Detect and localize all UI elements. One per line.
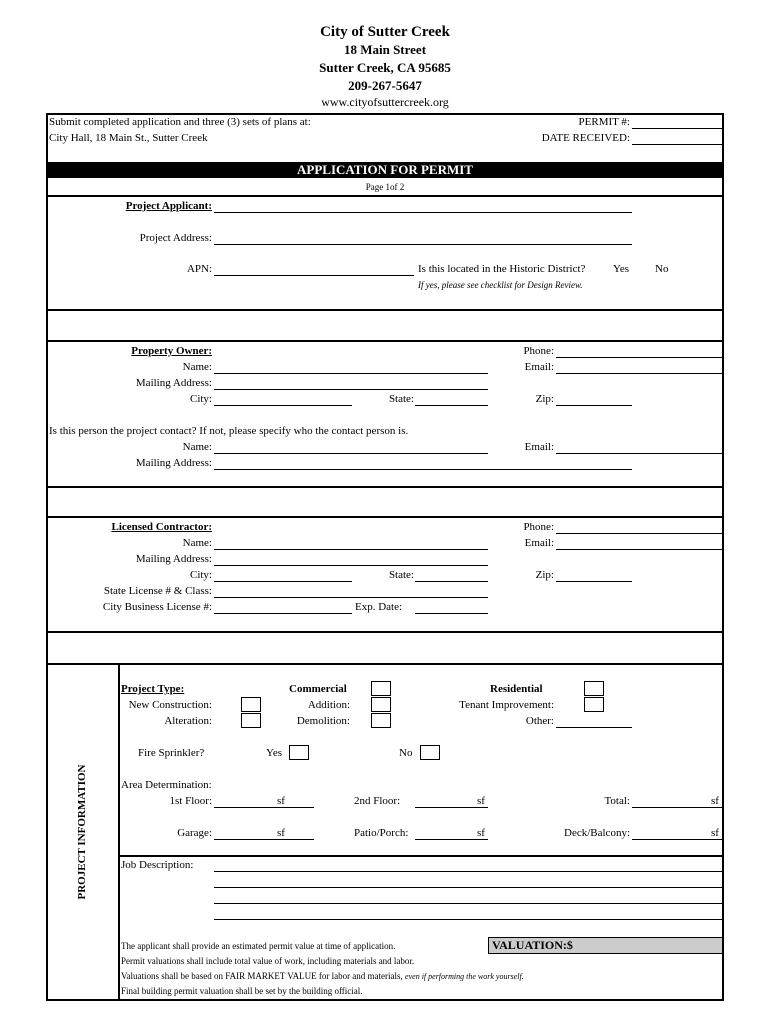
total-unit: sf [711,795,719,807]
exp-date-field[interactable] [415,613,488,614]
owner-email-label: Email: [524,361,554,373]
sprinkler-no-checkbox[interactable] [420,745,440,760]
total-field[interactable] [632,807,722,808]
contractor-mailing-field[interactable] [214,565,488,566]
historic-note: If yes, please see checklist for Design Review. [418,280,583,290]
commercial-heading: Commercial [289,683,347,695]
submit-line-2: City Hall, 18 Main St., Sutter Creek [49,132,208,144]
commercial-checkbox[interactable] [371,681,391,696]
valuation-note-3-italic: even if performing the work yourself. [405,972,524,981]
valuation-note-3-text: Valuations shall be based on FAIR MARKET VALUE for labor and materials, [121,971,403,981]
contact-name-label: Name: [182,441,212,453]
job-description-line-1[interactable] [214,871,722,872]
state-license-field[interactable] [214,597,488,598]
tenant-improvement-label: Tenant Improvement: [459,699,554,711]
contractor-email-field[interactable] [556,549,722,550]
owner-name-label: Name: [182,361,212,373]
contractor-phone-label: Phone: [523,521,554,533]
second-floor-unit: sf [477,795,485,807]
project-info-side-label: PROJECT INFORMATION [76,764,88,900]
contact-mailing-label: Mailing Address: [135,457,212,469]
first-floor-field[interactable] [214,807,314,808]
patio-label: Patio/Porch: [354,827,409,839]
owner-phone-label: Phone: [523,345,554,357]
project-info-divider [118,663,120,1001]
owner-phone-field[interactable] [556,357,722,358]
business-license-label: City Business License #: [102,601,212,613]
owner-state-field[interactable] [415,405,488,406]
contractor-state-label: State: [388,569,414,581]
sprinkler-yes-checkbox[interactable] [289,745,309,760]
valuation-note-1: The applicant shall provide an estimated permit value at time of application. [121,941,396,951]
section-divider [46,486,724,488]
contact-question: Is this person the project contact? If not, please specify who the contact person is. [49,425,409,437]
contractor-email-label: Email: [524,537,554,549]
applicant-heading: Project Applicant: [125,200,212,212]
project-address-field[interactable] [214,244,632,245]
owner-zip-field[interactable] [556,405,632,406]
outer-top-border [46,113,724,115]
second-floor-field[interactable] [415,807,488,808]
demolition-checkbox[interactable] [371,713,391,728]
new-construction-checkbox[interactable] [241,697,261,712]
valuation-note-3 [121,971,524,981]
patio-field[interactable] [415,839,488,840]
deck-field[interactable] [632,839,722,840]
applicant-field[interactable] [214,212,632,213]
second-floor-label: 2nd Floor: [354,795,401,807]
apn-label: APN: [186,263,212,275]
owner-state-label: State: [388,393,414,405]
contact-mailing-field[interactable] [214,469,632,470]
job-description-line-2[interactable] [214,887,722,888]
historic-question: Is this located in the Historic District? [418,263,586,275]
date-received-field[interactable] [632,144,722,145]
contractor-zip-field[interactable] [556,581,632,582]
tenant-improvement-checkbox[interactable] [584,697,604,712]
job-description-line-4[interactable] [214,919,722,920]
exp-date-label: Exp. Date: [355,601,403,613]
contractor-phone-field[interactable] [556,533,722,534]
contractor-city-label: City: [189,569,212,581]
residential-checkbox[interactable] [584,681,604,696]
garage-unit: sf [277,827,285,839]
addition-checkbox[interactable] [371,697,391,712]
first-floor-label: 1st Floor: [169,795,212,807]
city-street: 18 Main Street [343,42,427,57]
section-divider [46,340,724,342]
permit-number-label: PERMIT #: [578,116,630,128]
addition-label: Addition: [307,699,350,711]
job-description-line-3[interactable] [214,903,722,904]
owner-heading: Property Owner: [131,345,212,357]
project-address-label: Project Address: [139,232,212,244]
alteration-label: Alteration: [164,715,212,727]
garage-field[interactable] [214,839,314,840]
contractor-mailing-label: Mailing Address: [135,553,212,565]
demolition-label: Demolition: [296,715,350,727]
owner-city-field[interactable] [214,405,352,406]
valuation-field[interactable]: VALUATION:$ [488,937,723,954]
contact-email-label: Email: [524,441,554,453]
section-divider [46,309,724,311]
contractor-zip-label: Zip: [535,569,554,581]
city-phone: 209-267-5647 [348,78,422,93]
valuation-note-2: Permit valuations shall include total value of work, including materials and labor. [121,956,415,966]
permit-number-field[interactable] [632,128,722,129]
alteration-checkbox[interactable] [241,713,261,728]
city-state: Sutter Creek, CA 95685 [319,60,451,75]
contractor-state-field[interactable] [415,581,488,582]
section-divider [46,663,724,665]
contractor-name-field[interactable] [214,549,488,550]
deck-label: Deck/Balcony: [564,827,630,839]
outer-right-border [722,113,724,1001]
area-determination-label: Area Determination: [121,779,212,791]
owner-name-field[interactable] [214,373,488,374]
garage-label: Garage: [177,827,212,839]
outer-left-border [46,113,48,1001]
other-field[interactable] [556,727,632,728]
section-divider [46,516,724,518]
historic-yes[interactable]: Yes [613,263,630,275]
total-label: Total: [604,795,630,807]
owner-email-field[interactable] [556,373,722,374]
first-floor-unit: sf [277,795,285,807]
sprinkler-no-label: No [399,747,413,759]
city-website: www.cityofsuttercreek.org [321,95,449,109]
historic-no[interactable]: No [655,263,669,275]
fire-sprinkler-label: Fire Sprinkler? [138,747,205,759]
contact-email-field[interactable] [556,453,722,454]
owner-mailing-label: Mailing Address: [135,377,212,389]
state-license-label: State License # & Class: [103,585,212,597]
residential-heading: Residential [490,683,543,695]
patio-unit: sf [477,827,485,839]
section-divider [46,195,724,197]
application-title: APPLICATION FOR PERMIT [48,162,722,178]
other-label: Other: [525,715,554,727]
project-type-heading: Project Type: [121,683,185,695]
city-name: City of Sutter Creek [320,24,450,40]
new-construction-label: New Construction: [128,699,212,711]
page-number: Page 1of 2 [365,182,405,192]
owner-city-label: City: [189,393,212,405]
contractor-city-field[interactable] [214,581,352,582]
owner-zip-label: Zip: [535,393,554,405]
owner-mailing-field[interactable] [214,389,488,390]
contractor-heading: Licensed Contractor: [111,521,212,533]
outer-bottom-border [46,999,724,1001]
deck-unit: sf [711,827,719,839]
contact-name-field[interactable] [214,453,488,454]
job-description-label: Job Description: [121,859,194,871]
contractor-name-label: Name: [182,537,212,549]
sprinkler-yes-label: Yes [266,747,283,759]
date-received-label: DATE RECEIVED: [541,132,630,144]
submit-line-1: Submit completed application and three (3) sets of plans at: [49,116,311,128]
valuation-note-4: Final building permit valuation shall be set by the building official. [121,986,363,996]
job-divider [118,855,724,857]
section-divider [46,631,724,633]
apn-field[interactable] [214,275,414,276]
business-license-field[interactable] [214,613,352,614]
